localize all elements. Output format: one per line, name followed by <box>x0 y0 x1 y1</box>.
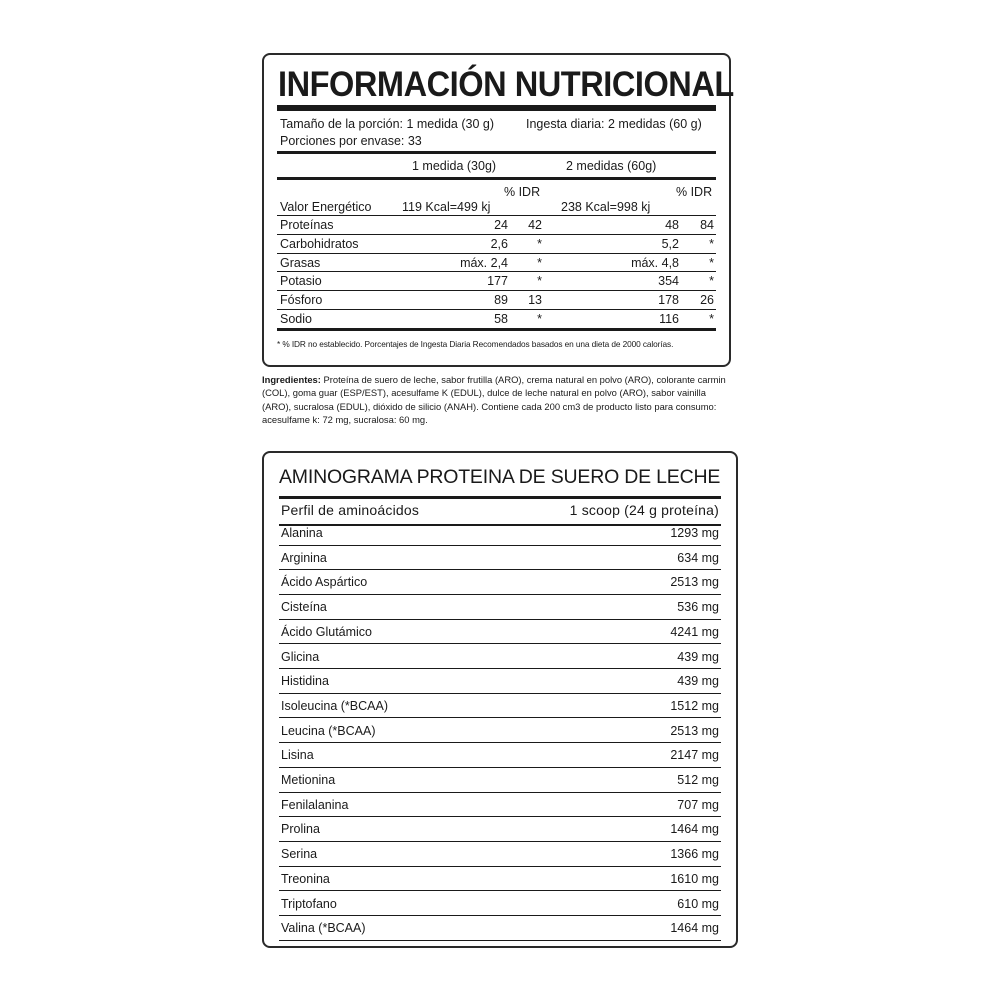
amino-row <box>279 570 721 595</box>
nutrient-row <box>277 271 716 290</box>
servings-per-container: Porciones por envase: 33 <box>280 134 422 148</box>
amino-acid-value: 512 mg <box>677 773 719 787</box>
amino-row <box>279 817 721 842</box>
nutrition-title: INFORMACIÓN NUTRICIONAL <box>278 65 734 104</box>
amino-acid-value: 439 mg <box>677 649 719 664</box>
amino-acid-name: Ácido Aspártico <box>281 575 368 590</box>
amino-acid-value: 536 mg <box>677 600 719 615</box>
nutrient-idr-two: * <box>709 255 714 270</box>
amino-acid-name: Fenilalanina <box>281 797 349 812</box>
amino-acid-name: Cisteína <box>281 600 327 615</box>
nutrient-value-one: máx. 2,4 <box>460 255 508 270</box>
amino-row <box>279 768 721 793</box>
nutrient-value-two: 48 <box>665 218 679 232</box>
amino-acid-value: 707 mg <box>677 797 719 812</box>
energy-two: 238 Kcal=998 kj <box>561 200 651 214</box>
nutrient-value-one: 89 <box>494 293 508 308</box>
nutrient-name: Carbohidratos <box>280 236 359 251</box>
amino-row <box>279 620 721 645</box>
amino-acid-name: Treonina <box>281 871 330 886</box>
nutrient-value-one: 177 <box>487 274 508 289</box>
amino-row <box>279 546 721 571</box>
nutrient-value-two: 178 <box>658 293 679 308</box>
nutrient-idr-one: * <box>537 274 542 289</box>
energy-label: Valor Energético <box>280 200 372 214</box>
amino-row <box>279 694 721 719</box>
nutrient-idr-two: * <box>709 236 714 251</box>
nutrient-idr-two: 84 <box>700 218 714 232</box>
nutrient-name: Fósforo <box>280 293 323 308</box>
amino-acid-value: 1512 mg <box>670 698 719 713</box>
column-two-header: 2 medidas (60g) <box>566 159 657 173</box>
nutrient-value-one: 2,6 <box>490 236 508 251</box>
nutrient-idr-two: * <box>709 312 714 326</box>
nutrient-row <box>277 290 716 309</box>
amino-row <box>279 595 721 620</box>
nutrient-row <box>277 309 716 328</box>
nutrition-facts-panel <box>262 53 734 367</box>
amino-acid-value: 2513 mg <box>670 723 719 738</box>
nutrient-value-one: 58 <box>494 312 508 326</box>
amino-row <box>279 669 721 694</box>
amino-acid-name: Alanina <box>281 526 323 540</box>
amino-acid-value: 4241 mg <box>670 624 719 639</box>
energy-one: 119 Kcal=499 kj <box>402 200 491 214</box>
header-divider <box>277 151 716 154</box>
amino-acid-value: 1464 mg <box>670 921 719 936</box>
idr-footnote: * % IDR no establecido. Porcentajes de Ingesta Diaria Recomendados basados en una dieta de 2000 calorías. <box>277 339 674 349</box>
amino-acid-value: 1366 mg <box>670 847 719 862</box>
scoop-header: 1 scoop (24 g proteína) <box>569 502 719 518</box>
amino-acid-value: 2513 mg <box>670 575 719 590</box>
column-one-header: 1 medida (30g) <box>412 159 497 173</box>
idr-header-one: % IDR <box>504 185 541 199</box>
nutrient-name: Grasas <box>280 255 321 270</box>
amino-acid-name: Leucina (*BCAA) <box>281 723 376 738</box>
amino-row <box>279 842 721 867</box>
nutrient-idr-one: * <box>537 255 542 270</box>
nutrient-idr-one: * <box>537 312 542 326</box>
nutrient-value-two: 116 <box>659 312 679 326</box>
nutrient-value-one: 24 <box>494 218 508 232</box>
amino-acid-value: 1293 mg <box>670 526 719 540</box>
amino-acid-value: 439 mg <box>677 674 719 689</box>
nutrient-idr-two: 26 <box>700 293 714 308</box>
amino-row <box>279 743 721 768</box>
amino-acid-value: 1610 mg <box>670 871 719 886</box>
nutrient-value-two: 5,2 <box>661 236 679 251</box>
amino-acid-value: 610 mg <box>677 896 719 911</box>
column-header-divider <box>277 177 716 180</box>
nutrient-idr-one: 13 <box>528 293 542 308</box>
aminogram-panel <box>262 451 738 948</box>
amino-acid-name: Metionina <box>281 773 336 787</box>
ingredients-block <box>262 373 734 426</box>
amino-acid-name: Isoleucina (*BCAA) <box>281 698 388 713</box>
nutrient-name: Sodio <box>280 312 312 326</box>
nutrient-value-two: 354 <box>658 274 679 289</box>
nutrient-name: Proteínas <box>280 218 334 232</box>
nutrient-idr-one: * <box>537 236 542 251</box>
amino-acid-name: Histidina <box>281 674 329 689</box>
amino-row <box>279 892 721 917</box>
amino-acid-value: 634 mg <box>677 550 719 565</box>
amino-acid-name: Triptofano <box>281 896 337 911</box>
amino-row <box>279 793 721 818</box>
nutrient-row <box>277 253 716 272</box>
amino-acid-name: Valina (*BCAA) <box>281 921 366 936</box>
serving-size: Tamaño de la porción: 1 medida (30 g) <box>280 117 495 131</box>
nutrient-row <box>277 215 716 234</box>
amino-row <box>279 867 721 892</box>
amino-acid-name: Prolina <box>281 822 320 837</box>
title-divider <box>277 105 716 111</box>
amino-acid-value: 1464 mg <box>670 822 719 837</box>
amino-acid-name: Ácido Glutámico <box>281 624 373 639</box>
amino-row <box>279 916 721 941</box>
amino-acid-name: Serina <box>281 847 318 862</box>
profile-header: Perfil de aminoácidos <box>281 502 420 518</box>
ingredients-text: Proteína de suero de leche, sabor frutilla (ARO), crema natural en polvo (ARO), colorante carmin (COL), goma guar (ESP/EST), acesulfame K (EDUL), dulce de leche natural en polvo (ARO), sabor vainilla (ARO), sucralosa (EDUL), dióxido de silicio (ANAH). Contiene cada 200 cm3 de producto listo para consumo: acesulfame k: 72 mg, sucralosa: 60 mg. <box>262 374 726 425</box>
amino-acid-value: 2147 mg <box>670 748 719 763</box>
nutrient-row <box>277 234 716 253</box>
nutrient-idr-one: 42 <box>528 218 542 232</box>
ingredients-label: Ingredientes: <box>262 374 321 385</box>
aminogram-title: AMINOGRAMA PROTEINA DE SUERO DE LECHE <box>279 466 721 488</box>
nutrient-idr-two: * <box>709 274 714 289</box>
idr-header-two: % IDR <box>676 185 713 199</box>
amino-row <box>279 645 721 670</box>
amino-acid-name: Lisina <box>281 748 314 763</box>
table-bottom-divider <box>277 328 716 331</box>
amino-acid-name: Arginina <box>281 550 327 565</box>
amino-row <box>279 719 721 744</box>
nutrient-name: Potasio <box>280 274 322 289</box>
nutrient-value-two: máx. 4,8 <box>631 255 679 270</box>
daily-intake: Ingesta diaria: 2 medidas (60 g) <box>526 117 702 131</box>
amino-acid-name: Glicina <box>281 649 320 664</box>
amino-row <box>279 521 721 546</box>
